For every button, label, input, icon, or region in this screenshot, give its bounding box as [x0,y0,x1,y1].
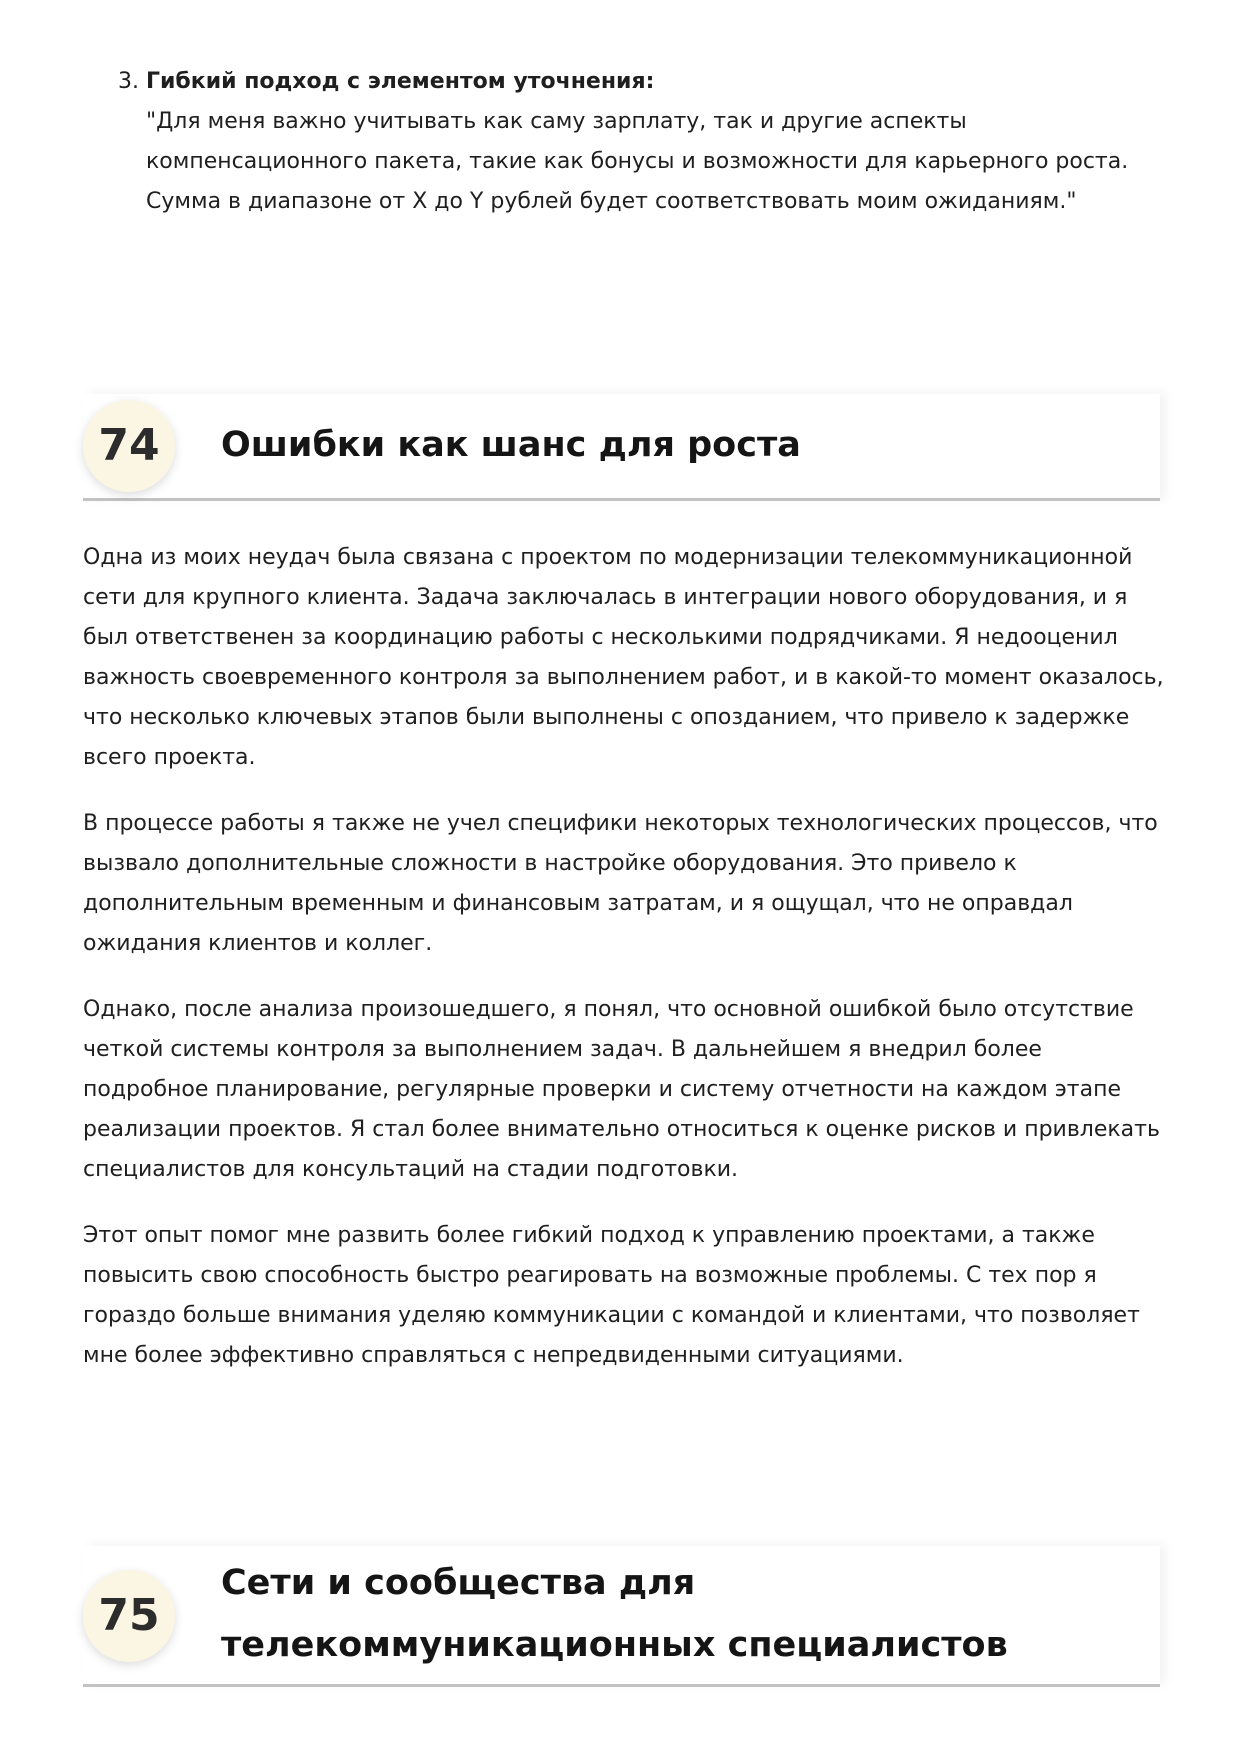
paragraph: В процессе работы я также не учел специфики некоторых технологических процессов, что вызвало дополнительные сложности в настройке оборудования. Это привело к дополнительным временным и финансовым затратам, и я ощущал, что не оправдал ожидания клиентов и коллег. [83,811,1158,956]
section-body [83,538,1173,1402]
paragraph: Однако, после анализа произошедшего, я понял, что основной ошибкой было отсутствие четкой системы контроля за выполнением задач. В дальнейшем я внедрил более подробное планирование, регулярные проверки и систему отчетности на каждом этапе реализации проектов. Я стал более внимательно относиться к оценке рисков и привлекать специалистов для консультаций на стадии подготовки. [83,997,1160,1182]
list-item-quote: "Для меня важно учитывать как саму зарплату, так и другие аспекты компенсационного пакета, такие как бонусы и возможности для карьерного роста. Сумма в диапазоне от X до Y рублей будет соответствовать моим ожиданиям." [146,109,1129,214]
section-header-75 [83,1546,1160,1687]
list-item [118,62,1138,222]
paragraph: Одна из моих неудач была связана с проектом по модернизации телекоммуникационной сети для крупного клиента. Задача заключалась в интеграции нового оборудования, и я был ответственен за координацию работы с несколькими подрядчиками. Я недооценил важность своевременного контроля за выполнением работ, и в какой-то момент оказалось, что несколько ключевых этапов были выполнены с опозданием, что привело к задержке всего проекта. [83,545,1164,770]
section-title: Сети и сообщества для телекоммуникационных специалистов [221,1563,1008,1665]
paragraph: Этот опыт помог мне развить более гибкий подход к управлению проектами, а также повысить свою способность быстро реагировать на возможные проблемы. С тех пор я гораздо больше внимания уделяю коммуникации с командой и клиентами, что позволяет мне более эффективно справляться с непредвиденными ситуациями. [83,1223,1140,1368]
section-header-74 [83,394,1160,501]
list-item-title: Гибкий подход с элементом уточнения: [146,69,655,94]
list-item-body [146,62,1138,222]
section-title: Ошибки как шанс для роста [221,425,801,465]
section-number-badge: 74 [83,400,175,492]
section-number-badge: 75 [83,1570,175,1662]
list-item-number: 3. [118,69,139,94]
